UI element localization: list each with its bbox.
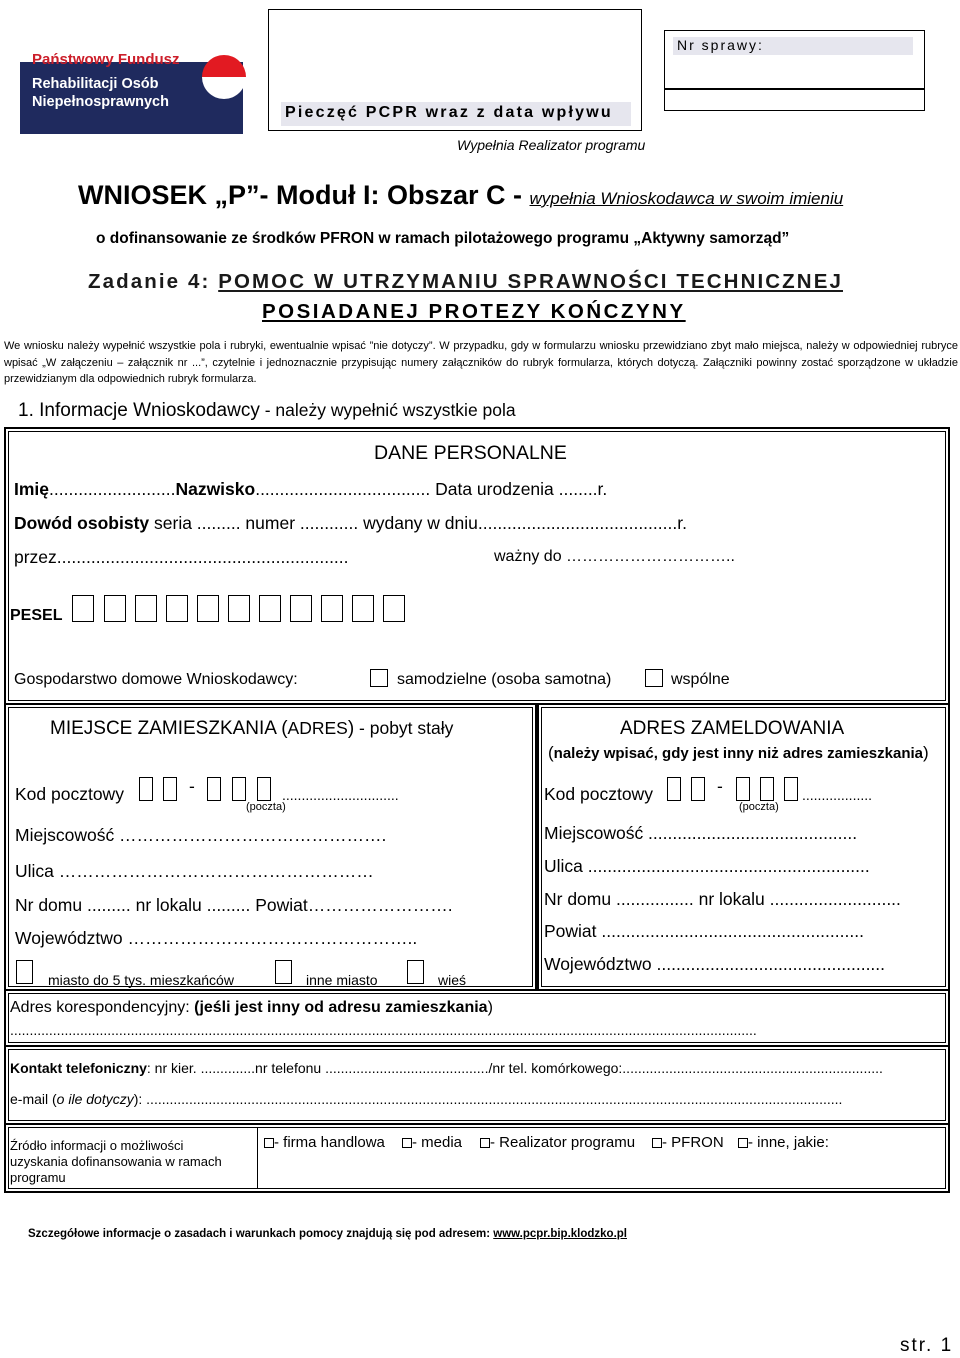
correspondence-label: Adres korespondencyjny: (jeśli jest inny od adresu zamieszkania) bbox=[10, 999, 493, 1016]
instructions: We wniosku należy wypełnić wszystkie pola i rubryki, ewentualnie wpisać ”nie dotyczy”. W przypadku, gdy w formularzu wniosku przewidziano zbyt mało miejsca, należy w odpowiedniej rubryce wpisać „W załączeniu – załącznik nr ...”, czytelnie i jednoznacznie przypisując numery załączników do rubryk formularza, których dotyczą. Załączniki powinny zostać sporządzone w układzie przewidzianym dla odpowiednich rubryk formularza. bbox=[4, 340, 958, 385]
residence-zip-digit[interactable] bbox=[139, 777, 153, 801]
village-label: wieś bbox=[438, 972, 467, 988]
source-shop-label: - firma handlowa bbox=[274, 1134, 385, 1151]
source-realizer-checkbox[interactable] bbox=[480, 1138, 490, 1148]
registration-voivodeship-field[interactable]: Województwo ............................................... bbox=[544, 954, 886, 974]
registration-heading: ADRES ZAMELDOWANIA bbox=[620, 718, 845, 739]
form-title: WNIOSEK „P”- Moduł I: Obszar C - wypełnia Wnioskodawca w swoim imieniu bbox=[78, 180, 844, 210]
registration-zip-digit[interactable] bbox=[784, 777, 798, 801]
case-number-box bbox=[664, 30, 925, 89]
case-number-label: Nr sprawy: bbox=[673, 37, 913, 55]
residence-number-field[interactable]: Nr domu ......... nr lokalu ......... Powiat……………………. bbox=[15, 895, 453, 915]
household-shared-label: wspólne bbox=[671, 671, 730, 688]
case-number-box-extra bbox=[664, 89, 925, 111]
residence-post-office-caption: (poczta) bbox=[246, 801, 286, 813]
footer-url-link[interactable]: www.pcpr.bip.klodzko.pl bbox=[493, 1228, 627, 1240]
stamp-box bbox=[268, 9, 642, 131]
form-subtitle: o dofinansowanie ze środków PFRON w ramach pilotażowego programu „Aktywny samorząd” bbox=[96, 230, 790, 247]
other-city-checkbox[interactable] bbox=[275, 960, 292, 984]
residence-voivodeship-field[interactable]: Województwo ………………………………………….. bbox=[15, 928, 418, 948]
id-card-line[interactable]: Dowód osobisty seria ......... numer ............ wydany w dniu.........................................r. bbox=[14, 513, 687, 533]
registration-street-field[interactable]: Ulica .......................................................... bbox=[544, 856, 870, 876]
phone-field[interactable]: Kontakt telefoniczny: nr kier. ..............nr telefonu ........................................../nr tel. komórkowego:................................................................... bbox=[10, 1060, 883, 1076]
residence-heading: MIEJSCE ZAMIESZKANIA (ADRES) - pobyt stały bbox=[50, 718, 454, 739]
pfron-logo bbox=[20, 7, 243, 134]
registration-zip-digit[interactable] bbox=[691, 777, 705, 801]
registration-county-field[interactable]: Powiat ...................................................... bbox=[544, 921, 864, 941]
task-title-line-1: Zadanie 4: POMOC W UTRZYMANIU SPRAWNOŚCI TECHNICZNEJ bbox=[88, 270, 843, 293]
village-checkbox[interactable] bbox=[407, 960, 424, 984]
personal-data-heading: DANE PERSONALNE bbox=[374, 442, 567, 464]
residence-zip-digit[interactable] bbox=[163, 777, 177, 801]
source-pfron-label: - PFRON bbox=[662, 1134, 724, 1151]
registration-zip-label: Kod pocztowy bbox=[544, 784, 653, 804]
household-shared-checkbox[interactable] bbox=[645, 669, 663, 687]
registration-city-field[interactable]: Miejscowość ........................................... bbox=[544, 823, 858, 843]
footer-note: Szczegółowe informacje o zasadach i warunkach pomocy znajdują się pod adresem: www.pcpr.bip.klodzko.pl bbox=[28, 1228, 627, 1240]
residence-post-office-field[interactable]: .............................. bbox=[282, 787, 399, 803]
small-town-label: miasto do 5 tys. mieszkańców bbox=[48, 972, 234, 988]
logo-line-1: Państwowy Fundusz bbox=[32, 51, 180, 68]
task-title-line-2: POSIADANEJ PROTEZY KOŃCZYNY bbox=[262, 300, 686, 323]
registration-zip-digit[interactable] bbox=[667, 777, 681, 801]
source-media-label: - media bbox=[412, 1134, 463, 1151]
filled-by-note: Wypełnia Realizator programu bbox=[457, 137, 646, 153]
logo-circle-icon bbox=[202, 55, 246, 99]
residence-zip-label: Kod pocztowy bbox=[15, 784, 124, 804]
issued-by-line[interactable]: przez............................................................ bbox=[14, 547, 349, 567]
registration-zip-digit[interactable] bbox=[760, 777, 774, 801]
household-single-label: samodzielne (osoba samotna) bbox=[397, 671, 612, 688]
stamp-label: Pieczęć PCPR wraz z data wpływu bbox=[281, 102, 631, 126]
section-1-title: 1. Informacje Wnioskodawcy - należy wypełnić wszystkie pola bbox=[18, 400, 516, 421]
registration-post-office-caption: (poczta) bbox=[739, 801, 779, 813]
source-pfron-checkbox[interactable] bbox=[652, 1138, 662, 1148]
name-line[interactable]: Imię..........................Nazwisko.................................... Data urodzenia ........r. bbox=[14, 479, 608, 499]
logo-lines: Rehabilitacji Osób Niepełnosprawnych bbox=[32, 76, 169, 110]
correspondence-field[interactable]: ................................................................................................................................................................................................ bbox=[10, 1022, 757, 1038]
residence-city-field[interactable]: Miejscowość ………………………………………. bbox=[15, 825, 387, 845]
email-field[interactable]: e-mail (o ile dotyczy): ................................................................................................................................................................................... bbox=[10, 1091, 843, 1107]
valid-until-line[interactable]: ważny do ………………………….. bbox=[494, 548, 735, 565]
registration-zip-digit[interactable] bbox=[736, 777, 750, 801]
source-label: Źródło informacji o możliwości uzyskania dofinansowania w ramach programu bbox=[10, 1138, 222, 1185]
registration-number-field[interactable]: Nr domu ................ nr lokalu ........................... bbox=[544, 889, 901, 909]
residence-zip-digit[interactable] bbox=[207, 777, 221, 801]
source-other-checkbox[interactable] bbox=[738, 1138, 748, 1148]
registration-note: (należy wpisać, gdy jest inny niż adres zamieszkania) bbox=[548, 743, 929, 762]
source-other-label: - inne, jakie: bbox=[748, 1134, 829, 1151]
source-realizer-label: - Realizator programu bbox=[490, 1134, 636, 1151]
residence-zip-digit[interactable] bbox=[257, 777, 271, 801]
household-single-checkbox[interactable] bbox=[370, 669, 388, 687]
residence-zip-digit[interactable] bbox=[232, 777, 246, 801]
other-city-label: inne miasto bbox=[306, 972, 378, 988]
small-town-checkbox[interactable] bbox=[16, 960, 33, 984]
form-title-sub: wypełnia Wnioskodawca w swoim imieniu bbox=[529, 189, 844, 208]
registration-post-office-field[interactable]: .................. bbox=[802, 787, 873, 803]
source-shop-checkbox[interactable] bbox=[264, 1138, 274, 1148]
household-label: Gospodarstwo domowe Wnioskodawcy: bbox=[14, 671, 298, 688]
pesel-label: PESEL bbox=[10, 607, 63, 624]
page-number: str. 1 bbox=[900, 1335, 954, 1356]
source-media-checkbox[interactable] bbox=[402, 1138, 412, 1148]
residence-street-field[interactable]: Ulica ……………………………………………… bbox=[15, 861, 374, 881]
